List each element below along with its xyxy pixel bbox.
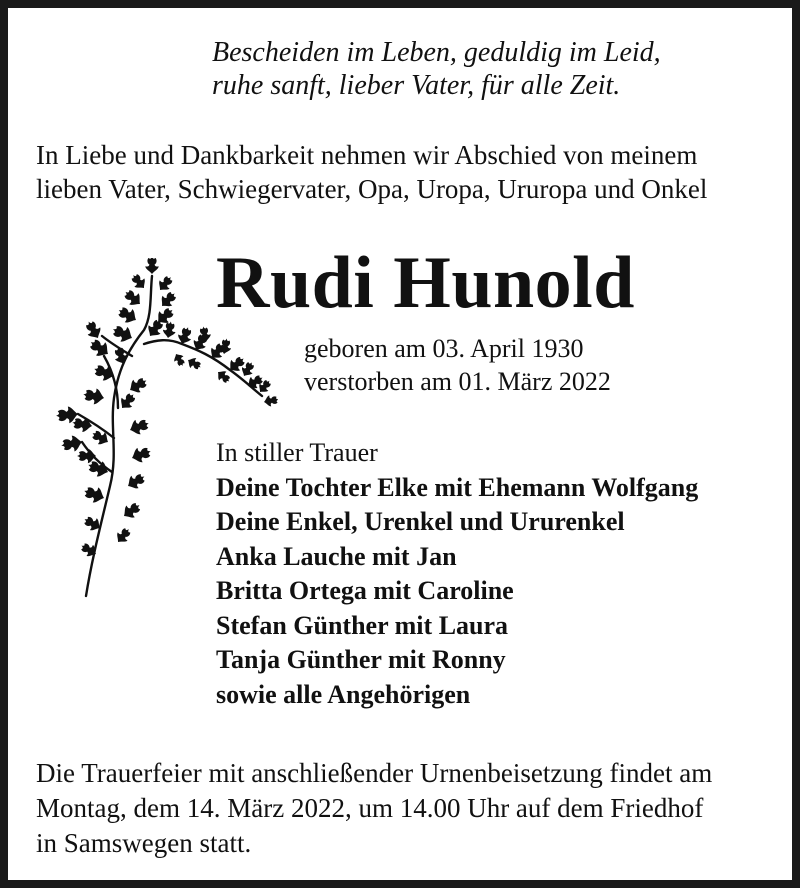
- motto-line: ruhe sanft, lieber Vater, für alle Zeit.: [212, 70, 621, 101]
- intro-line: In Liebe und Dankbarkeit nehmen wir Abschied von meinem: [36, 140, 698, 170]
- ceremony-line: Montag, dem 14. März 2022, um 14.00 Uhr auf dem Friedhof: [36, 793, 704, 823]
- mourner-line: sowie alle Angehörigen: [216, 679, 471, 709]
- mourner-line: Tanja Günther mit Ronny: [216, 645, 506, 674]
- birth-date: geboren am 03. April 1930: [304, 334, 584, 363]
- intro-line: lieben Vater, Schwiegervater, Opa, Uropa, Ururopa und Onkel: [36, 174, 708, 204]
- mourner-line: Anka Lauche mit Jan: [216, 541, 457, 571]
- deceased-name: Rudi Hunold: [216, 242, 635, 324]
- funeral-ceremony-text: [36, 756, 786, 861]
- mourner-line: Stefan Günther mit Laura: [216, 610, 509, 640]
- mourners-block: [216, 436, 786, 712]
- motto-line: Bescheiden im Leben, geduldig im Leid,: [212, 37, 661, 68]
- ceremony-line: Die Trauerfeier mit anschließender Urnenbeisetzung findet am: [36, 758, 713, 788]
- life-dates: [304, 332, 611, 398]
- death-date: verstorben am 01. März 2022: [304, 367, 611, 396]
- intro-text: [36, 138, 786, 206]
- mourner-line: Britta Ortega mit Caroline: [216, 576, 514, 605]
- mourner-line: Deine Enkel, Urenkel und Ururenkel: [216, 507, 625, 536]
- motto-verse: [212, 36, 772, 102]
- ceremony-line: in Samswegen statt.: [36, 828, 252, 858]
- mourning-heading: In stiller Trauer: [216, 438, 378, 467]
- mourner-line: Deine Tochter Elke mit Ehemann Wolfgang: [216, 472, 699, 502]
